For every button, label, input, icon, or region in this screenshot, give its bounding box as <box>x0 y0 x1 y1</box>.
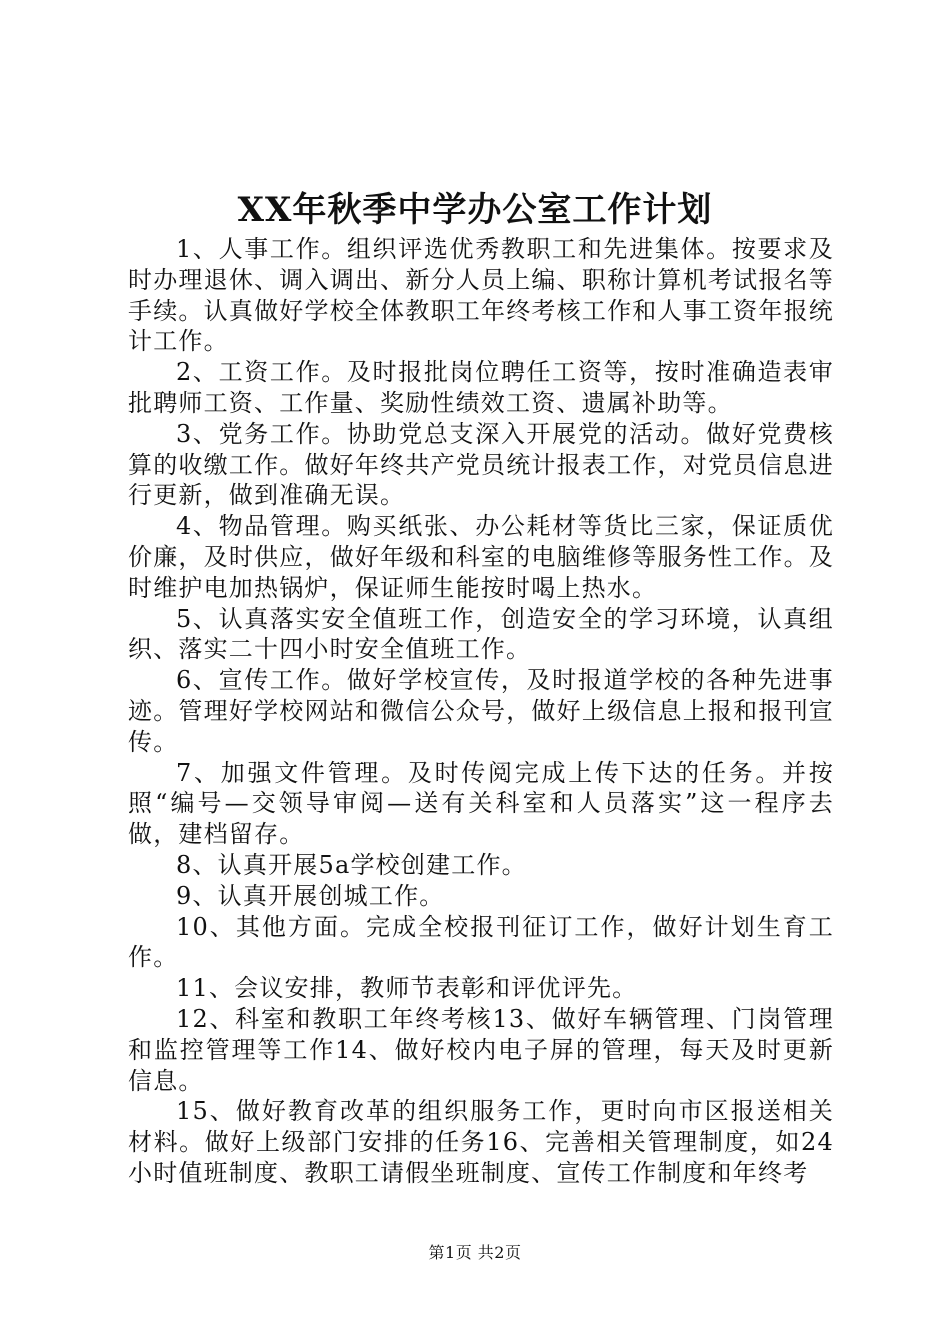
paragraph-2: 2、工资工作。及时报批岗位聘任工资等，按时准确造表审批聘师工资、工作量、奖励性绩效工资、遗属补助等。 <box>128 358 834 417</box>
paragraph-10: 10、其他方面。完成全校报刊征订工作，做好计划生育工作。 <box>128 912 834 972</box>
page-footer: 第1页 共2页 <box>428 1243 522 1262</box>
paragraph-3: 3、党务工作。协助党总支深入开展党的活动。做好党费核算的收缴工作。做好年终共产党员统计报表工作，对党员信息进行更新，做到准确无误。 <box>128 419 834 510</box>
paragraph-8: 8、认真开展5a学校创建工作。 <box>176 850 527 879</box>
paragraph-4: 4、物品管理。购买纸张、办公耗材等货比三家，保证质优价廉，及时供应，做好年级和科室的电脑维修等服务性工作。及时维护电加热锅炉，保证师生能按时喝上热水。 <box>128 512 834 602</box>
paragraph-12: 12、科室和教职工年终考核13、做好车辆管理、门岗管理和监控管理等工作14、做好校内电子屏的管理，每天及时更新信息。 <box>128 1004 834 1095</box>
paragraph-7: 7、加强文件管理。及时传阅完成上传下达的任务。并按照“编号—交领导审阅—送有关科室和人员落实”这一程序去做，建档留存。 <box>128 758 834 849</box>
paragraph-9: 9、认真开展创城工作。 <box>176 881 445 910</box>
paragraph-1: 1、人事工作。组织评选优秀教职工和先进集体。按要求及时办理退休、调入调出、新分人员上编、职称计算机考试报名等手续。认真做好学校全体教职工年终考核工作和人事工资年报统计工作。 <box>128 235 834 356</box>
paragraph-11: 11、会议安排，教师节表彰和评优评先。 <box>176 974 638 1003</box>
document-body <box>128 234 834 1189</box>
paragraph-5: 5、认真落实安全值班工作，创造安全的学习环境，认真组织、落实二十四小时安全值班工作。 <box>128 604 834 664</box>
paragraph-15: 15、做好教育改革的组织服务工作，更时向市区报送相关材料。做好上级部门安排的任务16、完善相关管理制度，如24小时值班制度、教职工请假坐班制度、宣传工作制度和年终考 <box>128 1097 834 1187</box>
document-title: XX年秋季中学办公室工作计划 <box>237 190 713 230</box>
paragraph-6: 6、宣传工作。做好学校宣传，及时报道学校的各种先进事迹。管理好学校网站和微信公众号，做好上级信息上报和报刊宣传。 <box>128 666 834 756</box>
